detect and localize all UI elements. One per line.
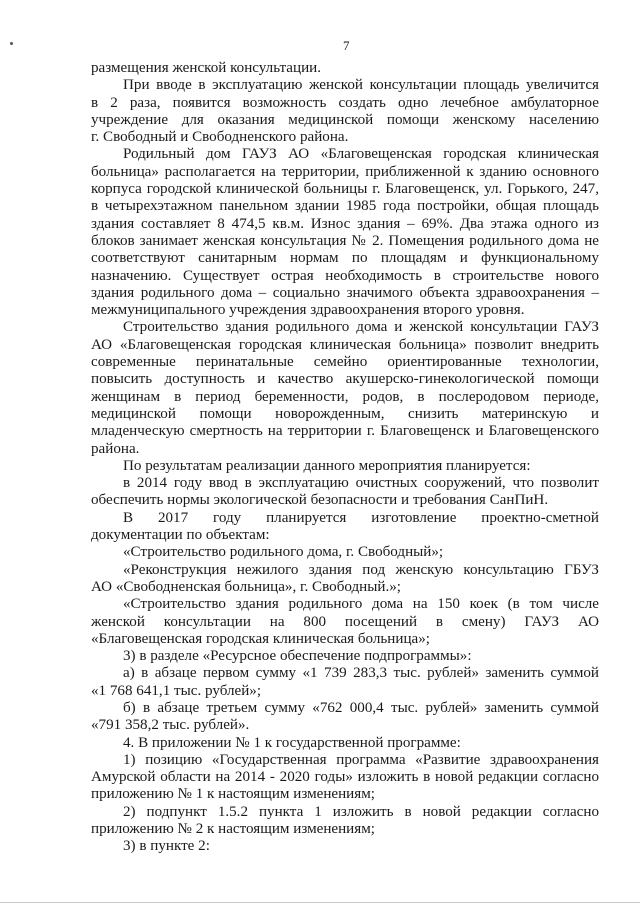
text-line: «Благовещенская городская клиническая больница»; bbox=[91, 630, 430, 647]
text-line: женской консультации на 800 посещений в смену) ГАУЗ АО bbox=[91, 613, 599, 630]
text-line: «1 768 641,1 тыс. рублей»; bbox=[91, 682, 262, 699]
text-line: «Строительство родильного дома, г. Свободный»; bbox=[123, 544, 444, 561]
text-line: В 2017 году планируется изготовление проектно-сметной bbox=[123, 509, 599, 526]
text-line: блоков занимает женская консультация № 2. Помещения родильного дома не bbox=[91, 232, 599, 249]
text-line: а) в абзаце первом сумму «1 739 283,3 тыс. рублей» заменить суммой bbox=[123, 665, 599, 682]
text-line: «Реконструкция нежилого здания под женскую консультацию ГБУЗ bbox=[123, 561, 599, 578]
text-line: При вводе в эксплуатацию женской консультации площадь увеличится bbox=[123, 77, 599, 94]
text-line: женщинам в период беременности, родов, в послеродовом периоде, bbox=[91, 388, 599, 405]
text-line: 2) подпункт 1.5.2 пункта 1 изложить в новой редакции согласно bbox=[123, 803, 599, 820]
text-line: назначению. Существует острая необходимость в строительстве нового bbox=[91, 267, 599, 284]
text-line: документации по объектам: bbox=[91, 527, 270, 544]
text-line: здания родильного дома – социально значимого объекта здравоохранения – bbox=[91, 284, 599, 301]
text-line: АО «Свободненская больница», г. Свободный.»; bbox=[91, 578, 401, 595]
text-line: 1) позицию «Государственная программа «Развитие здравоохранения bbox=[123, 751, 599, 768]
text-line: корпуса городской клинической больницы г. Благовещенск, ул. Горького, 247, bbox=[91, 181, 599, 198]
text-line: обеспечить нормы экологической безопасности и требования СанПиН. bbox=[91, 492, 549, 509]
text-line: межмуниципального учреждения здравоохранения второго уровня. bbox=[91, 302, 525, 319]
text-line: 3) в разделе «Ресурсное обеспечение подпрограммы»: bbox=[123, 648, 472, 665]
text-line: «Строительство здания родильного дома на 150 коек (в том числе bbox=[123, 596, 599, 613]
text-line: в 2014 году ввод в эксплуатацию очистных сооружений, что позволит bbox=[123, 475, 599, 492]
text-line: учреждение для оказания медицинской помощи женскому населению bbox=[91, 111, 599, 128]
text-line: 4. В приложении № 1 к государственной программе: bbox=[123, 734, 461, 751]
text-line: приложению № 1 к настоящим изменениям; bbox=[91, 786, 375, 803]
text-line: района. bbox=[91, 440, 140, 457]
text-line: здания составляет 8 474,5 кв.м. Износ здания – 69%. Два этажа одного из bbox=[91, 215, 599, 232]
text-line: б) в абзаце третьем сумму «762 000,4 тыс. рублей» заменить суммой bbox=[123, 699, 599, 716]
text-line: соответствуют санитарным нормам по площадям и функциональному bbox=[91, 250, 599, 267]
text-line: «791 358,2 тыс. рублей». bbox=[91, 717, 250, 734]
scan-speck bbox=[10, 42, 13, 45]
text-line: АО «Благовещенская городская клиническая больница» позволит внедрить bbox=[91, 336, 599, 353]
scan-edge-line bbox=[0, 902, 640, 903]
text-line: размещения женской консультации. bbox=[91, 60, 322, 76]
text-line: приложению № 2 к настоящим изменениям; bbox=[91, 821, 375, 838]
text-line: Строительство здания родильного дома и женской консультации ГАУЗ bbox=[123, 319, 599, 336]
text-line: Амурской области на 2014 - 2020 годы» изложить в новой редакции согласно bbox=[91, 769, 599, 786]
text-line: младенческую смертность на территории г. Благовещенск и Благовещенского bbox=[91, 423, 599, 440]
text-line: По результатам реализации данного мероприятия планируется: bbox=[123, 457, 531, 474]
page-number: 7 bbox=[343, 38, 350, 53]
text-line: г. Свободный и Свободненского района. bbox=[91, 129, 349, 146]
text-line: Родильный дом ГАУЗ АО «Благовещенская городская клиническая bbox=[123, 146, 599, 163]
text-line: в 2 раза, появится возможность создать одно лечебное амбулаторное bbox=[91, 94, 599, 111]
text-line: в четырехэтажном панельном здании 1985 года постройки, общая площадь bbox=[91, 198, 599, 215]
text-line: 3) в пункте 2: bbox=[123, 838, 210, 855]
text-line: повысить доступность и качество акушерско-гинекологической помощи bbox=[91, 371, 599, 388]
text-line: современные перинатальные семейно ориентированные технологии, bbox=[91, 354, 599, 371]
document-body bbox=[91, 60, 599, 856]
text-line: больница» располагается на территории, приближенной к зданию основного bbox=[91, 163, 599, 180]
text-line: медицинской помощи новорожденным, снизить материнскую и bbox=[91, 405, 599, 422]
